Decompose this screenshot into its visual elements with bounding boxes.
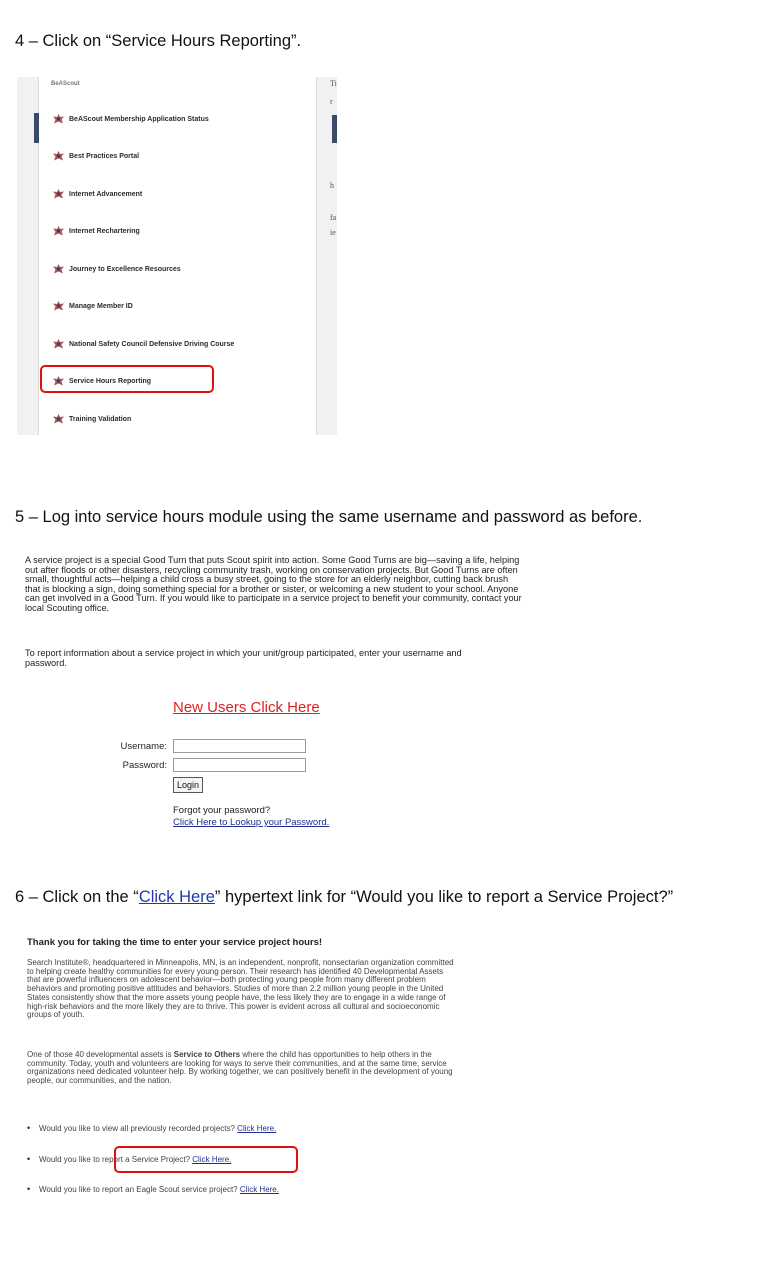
bullet-text: Would you like to report an Eagle Scout service project?: [39, 1185, 240, 1194]
report-project-link[interactable]: Click Here.: [192, 1155, 232, 1164]
scout-emblem-icon: [51, 338, 66, 351]
forgot-password-text: Forgot your password?: [173, 805, 271, 816]
scout-emblem-icon: [51, 150, 66, 163]
paragraph-bold-text: Service to Others: [173, 1050, 241, 1059]
right-nav-bar: [332, 115, 337, 143]
scout-emblem-icon: [51, 263, 66, 276]
bullet-text: Would you like to report a Service Project?: [39, 1155, 193, 1164]
menu-item-manage-member-id[interactable]: [51, 297, 133, 315]
edge-text: Ti: [330, 79, 337, 88]
menu-item-label: BeAScout: [51, 81, 80, 87]
bullet-dot: •: [27, 1184, 31, 1194]
menu-item-label: Manage Member ID: [69, 302, 133, 310]
login-screenshot: [25, 556, 545, 836]
login-button[interactable]: Login: [173, 777, 203, 793]
bullet-eagle-project: [27, 1184, 279, 1194]
report-screenshot: [27, 934, 467, 1214]
menu-item-training-validation[interactable]: [51, 410, 131, 428]
step-6-prefix: 6 – Click on the “: [15, 888, 139, 906]
bullet-dot: •: [27, 1154, 31, 1164]
password-label: Password:: [122, 760, 167, 771]
password-input[interactable]: [173, 758, 306, 772]
scout-emblem-icon: [51, 225, 66, 238]
menu-item-beascout-membership-application-status[interactable]: [51, 110, 209, 128]
menu-item-internet-advancement[interactable]: [51, 185, 142, 203]
menu-item-label: Internet Rechartering: [69, 227, 140, 235]
menu-item-label: National Safety Council Defensive Driving Course: [69, 340, 235, 348]
menu-item-label: Training Validation: [69, 415, 132, 423]
step-5-instruction: 5 – Log into service hours module using the same username and password as before.: [15, 508, 643, 526]
menu-item-label: BeAScout Membership Application Status: [69, 115, 209, 123]
step-4-instruction: 4 – Click on “Service Hours Reporting”.: [15, 32, 302, 50]
intro-paragraph: A service project is a special Good Turn that puts Scout spirit into action. Some Good Turns are big—saving a life, helping out after floods or other disasters, recycling community trash, working on conservation projects. But Good Turns are often small, thoughtful acts—helping a child cross a busy street, going to the store for an elderly neighbor, cutting back brush that is blocking a sign, doing something special for a brother or sister, or welcoming a new student to your school. Anyone can get involved in a Good Turn. If you would like to participate in a service project to benefit your community, contact your local Scouting office.: [25, 555, 522, 613]
edge-text: h: [330, 181, 334, 190]
paragraph-text: where the child has opportunities to help others in the community. Today, youth and volunteers are looking for ways to serve their communities, and at the same time, service organizations need dedicated volunteer help. By working together, we can positively benefit in the development of young people, our communities, and the nation.: [27, 1050, 453, 1086]
menu-item-best-practices-portal[interactable]: [51, 147, 139, 165]
edge-text: r: [330, 97, 333, 106]
step-6-instruction: [15, 888, 673, 907]
service-to-others-paragraph: [27, 1051, 457, 1086]
username-input[interactable]: [173, 739, 306, 753]
menu-item-partial: [51, 77, 80, 93]
new-users-link[interactable]: New Users Click Here: [173, 699, 320, 716]
eagle-project-link[interactable]: Click Here.: [239, 1185, 279, 1194]
bullet-dot: •: [27, 1123, 31, 1133]
username-label: Username:: [120, 741, 167, 752]
menu-item-label: Service Hours Reporting: [69, 377, 152, 385]
report-title: Thank you for taking the time to enter your service project hours!: [27, 937, 323, 948]
step-6-suffix: ” hypertext link for “Would you like to report a Service Project?”: [214, 888, 674, 906]
search-institute-paragraph: Search Institute®, headquartered in Minneapolis, MN, is an independent, nonprofit, nonsectarian organization committed to helping create healthy communities for every young person. Their research has identified 40 Developmental Assets that are powerful influencers on adolescent behavior—both protecting young people from many different problem behaviors and promoting positive attitudes and behaviors. Studies of more than 2.2 million young people in the United States consistently show that the more assets young people have, the less likely they are to engage in a wide range of high-risk behaviors and the more likely they are to thrive. This power is evident across all cultural and socioeconomic groups of youth.: [27, 958, 454, 1020]
highlight-box: [40, 365, 214, 393]
menu-item-national-safety-council-defensive-driving-course[interactable]: [51, 335, 234, 353]
highlight-box: [114, 1146, 298, 1173]
scout-emblem-icon: [51, 300, 66, 313]
edge-text: fa: [330, 213, 337, 222]
view-projects-link[interactable]: Click Here.: [237, 1124, 277, 1133]
menu-item-label: Best Practices Portal: [69, 152, 140, 160]
menu-item-label: Journey to Excellence Resources: [69, 265, 181, 273]
bullet-text: Would you like to view all previously recorded projects?: [39, 1124, 238, 1133]
menu-item-label: Internet Advancement: [69, 190, 143, 198]
edge-text: ie: [330, 228, 336, 237]
click-here-link[interactable]: Click Here: [138, 888, 215, 906]
menu-screenshot: [17, 77, 337, 435]
scout-emblem-icon: [51, 188, 66, 201]
menu-item-journey-to-excellence-resources[interactable]: [51, 260, 181, 278]
menu-item-internet-rechartering[interactable]: [51, 222, 140, 240]
bullet-view-projects: [27, 1123, 276, 1133]
scout-emblem-icon: [51, 413, 66, 426]
lookup-password-link[interactable]: Click Here to Lookup your Password.: [173, 817, 330, 828]
instructions-paragraph: To report information about a service project in which your unit/group participated, enter your username and password.: [25, 648, 462, 668]
scout-emblem-icon: [51, 113, 66, 126]
paragraph-text: One of those 40 developmental assets is: [27, 1050, 174, 1059]
left-nav-bar: [34, 113, 39, 143]
